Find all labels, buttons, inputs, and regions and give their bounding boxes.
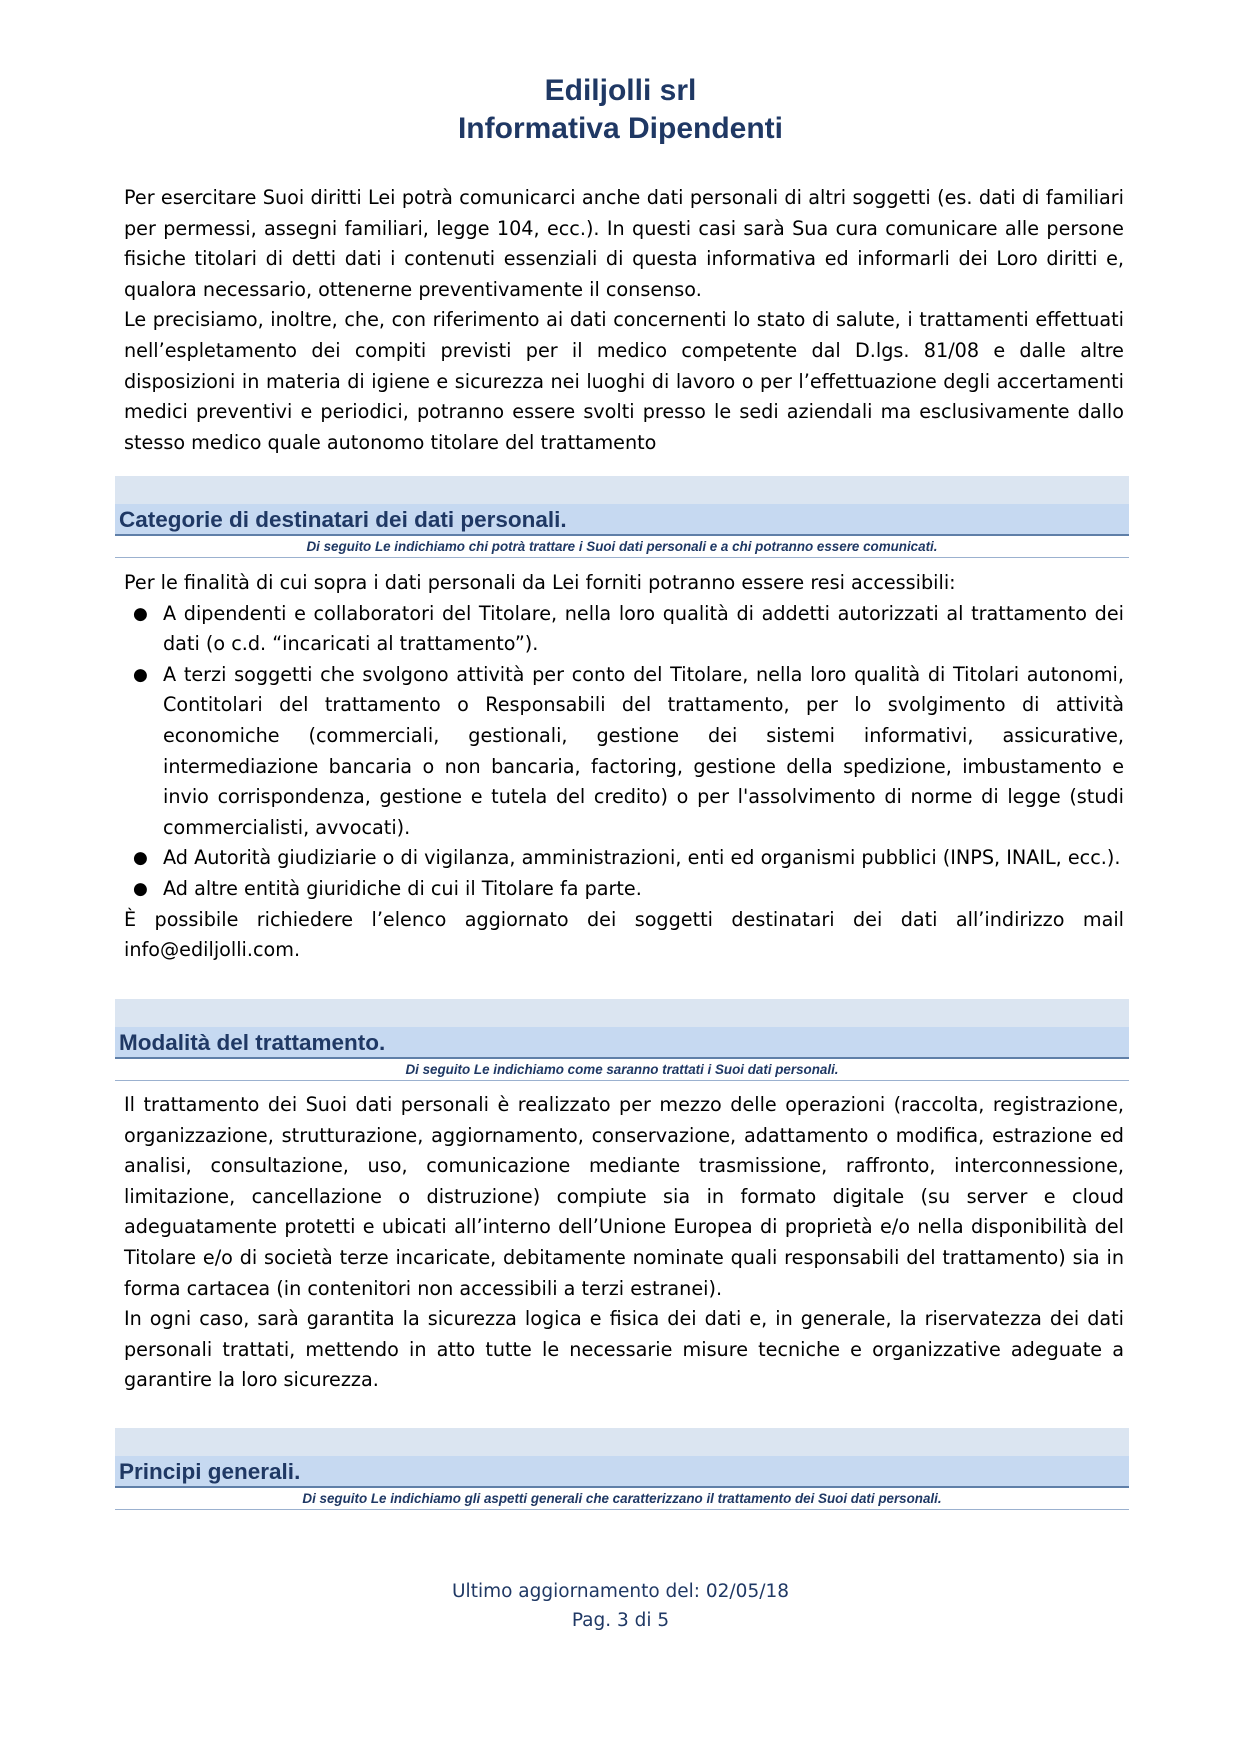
section-band (115, 476, 1129, 504)
company-name: Ediljolli srl (544, 74, 697, 107)
document-header (0, 72, 1241, 148)
processing-paragraph-1: Il trattamento dei Suoi dati personali è realizzato per mezzo delle operazioni (raccolta, registrazione, organizzazione, strutturazione, aggiornamento, conservazione, adattamento o modifica, estrazione ed analisi, consultazione, uso, comunicazione mediante trasmissione, raffronto, interconnessione, limitazione, cancellazione o distruzione) compiute sia in formato digitale (su server e cloud adeguatamente protetti e ubicati all’interno dell’Unione Europea di proprietà e/o nella disponibilità del Titolare e/o di società terze incaricate, debitamente nominate quali responsabili del trattamento) sia in forma cartacea (in contenitori non accessibili a terzi estranei). (124, 1093, 1124, 1300)
processing-paragraph-2: In ogni caso, sarà garantita la sicurezza logica e fisica dei dati e, in generale, la riservatezza dei dati personali trattati, mettendo in atto tutte le necessarie misure tecniche e organizzative adeguate a garantire la loro sicurezza. (124, 1307, 1124, 1392)
section-principles-header (115, 1428, 1129, 1510)
list-item: ● Ad Autorità giudiziarie o di vigilanza, amministrazioni, enti ed organismi pubblici (INPS, INAIL, ecc.). (124, 843, 1124, 874)
section-recipients-header (115, 476, 1129, 558)
intro-paragraph-1: Per esercitare Suoi diritti Lei potrà comunicarci anche dati personali di altri soggetti (es. dati di familiari per permessi, assegni familiari, legge 104, ecc.). In questi casi sarà Sua cura comunicare alle persone fisiche titolari di detti dati i contenuti essenziali di questa informativa ed informarli dei Loro diritti e, qualora necessario, ottenerne preventivamente il consenso. (124, 186, 1124, 301)
section-subtitle: Di seguito Le indichiamo gli aspetti generali che caratterizzano il trattamento dei Suoi dati personali. (115, 1488, 1129, 1510)
section-subtitle: Di seguito Le indichiamo chi potrà trattare i Suoi dati personali e a chi potranno essere comunicati. (115, 536, 1129, 558)
section-title: Categorie di destinatari dei dati personali. (115, 504, 1129, 536)
section-band (115, 1428, 1129, 1456)
page-number: Pag. 3 di 5 (571, 1610, 670, 1631)
recipients-trailer: È possibile richiedere l’elenco aggiornato dei soggetti destinatari dei dati all’indirizzo mail info@ediljolli.com. (124, 907, 1124, 962)
intro-text (124, 183, 1124, 458)
section-band (115, 999, 1129, 1027)
bullet-icon: ● (133, 603, 148, 624)
section-processing-body (124, 1090, 1124, 1396)
intro-paragraph-2: Le precisiamo, inoltre, che, con riferimento ai dati concernenti lo stato di salute, i trattamenti effettuati nell’espletamento dei compiti previsti per il medico competente dal D.lgs. 81/08 e dalle altre disposizioni in materia di igiene e sicurezza nei luoghi di lavoro o per l’effettuazione degli accertamenti medici preventivi e periodici, potranno essere svolti presso le sedi aziendali ma esclusivamente dallo stesso medico quale autonomo titolare del trattamento (124, 308, 1124, 454)
bullet-icon: ● (133, 848, 148, 869)
list-item: ● A dipendenti e collaboratori del Titolare, nella loro qualità di addetti autorizzati al trattamento dei dati (o c.d. “incaricati al trattamento”). (124, 599, 1124, 660)
last-updated: Ultimo aggiornamento del: 02/05/18 (452, 1581, 789, 1602)
section-subtitle: Di seguito Le indichiamo come saranno trattati i Suoi dati personali. (115, 1059, 1129, 1081)
section-processing-header (115, 999, 1129, 1081)
document-title: Informativa Dipendenti (457, 112, 784, 145)
section-title: Principi generali. (115, 1456, 1129, 1488)
bullet-icon: ● (133, 664, 148, 685)
recipients-lead: Per le finalità di cui sopra i dati personali da Lei forniti potranno essere resi accessibili: (124, 571, 956, 594)
bullet-icon: ● (133, 878, 148, 899)
page-footer (0, 1577, 1241, 1635)
recipients-list (124, 599, 1124, 905)
section-recipients-body (124, 568, 1124, 966)
section-title: Modalità del trattamento. (115, 1027, 1129, 1059)
list-item: ● A terzi soggetti che svolgono attività per conto del Titolare, nella loro qualità di Titolari autonomi, Contitolari del trattamento o Responsabili del trattamento, per lo svolgimento di attività economiche (commerciali, gestionali, gestione dei sistemi informativi, assicurative, intermediazione bancaria o non bancaria, factoring, gestione della spedizione, imbustamento e invio corrispondenza, gestione e tutela del credito) o per l'assolvimento di norme di legge (studi commercialisti, avvocati). (124, 660, 1124, 844)
list-item: ● Ad altre entità giuridiche di cui il Titolare fa parte. (124, 874, 1124, 905)
